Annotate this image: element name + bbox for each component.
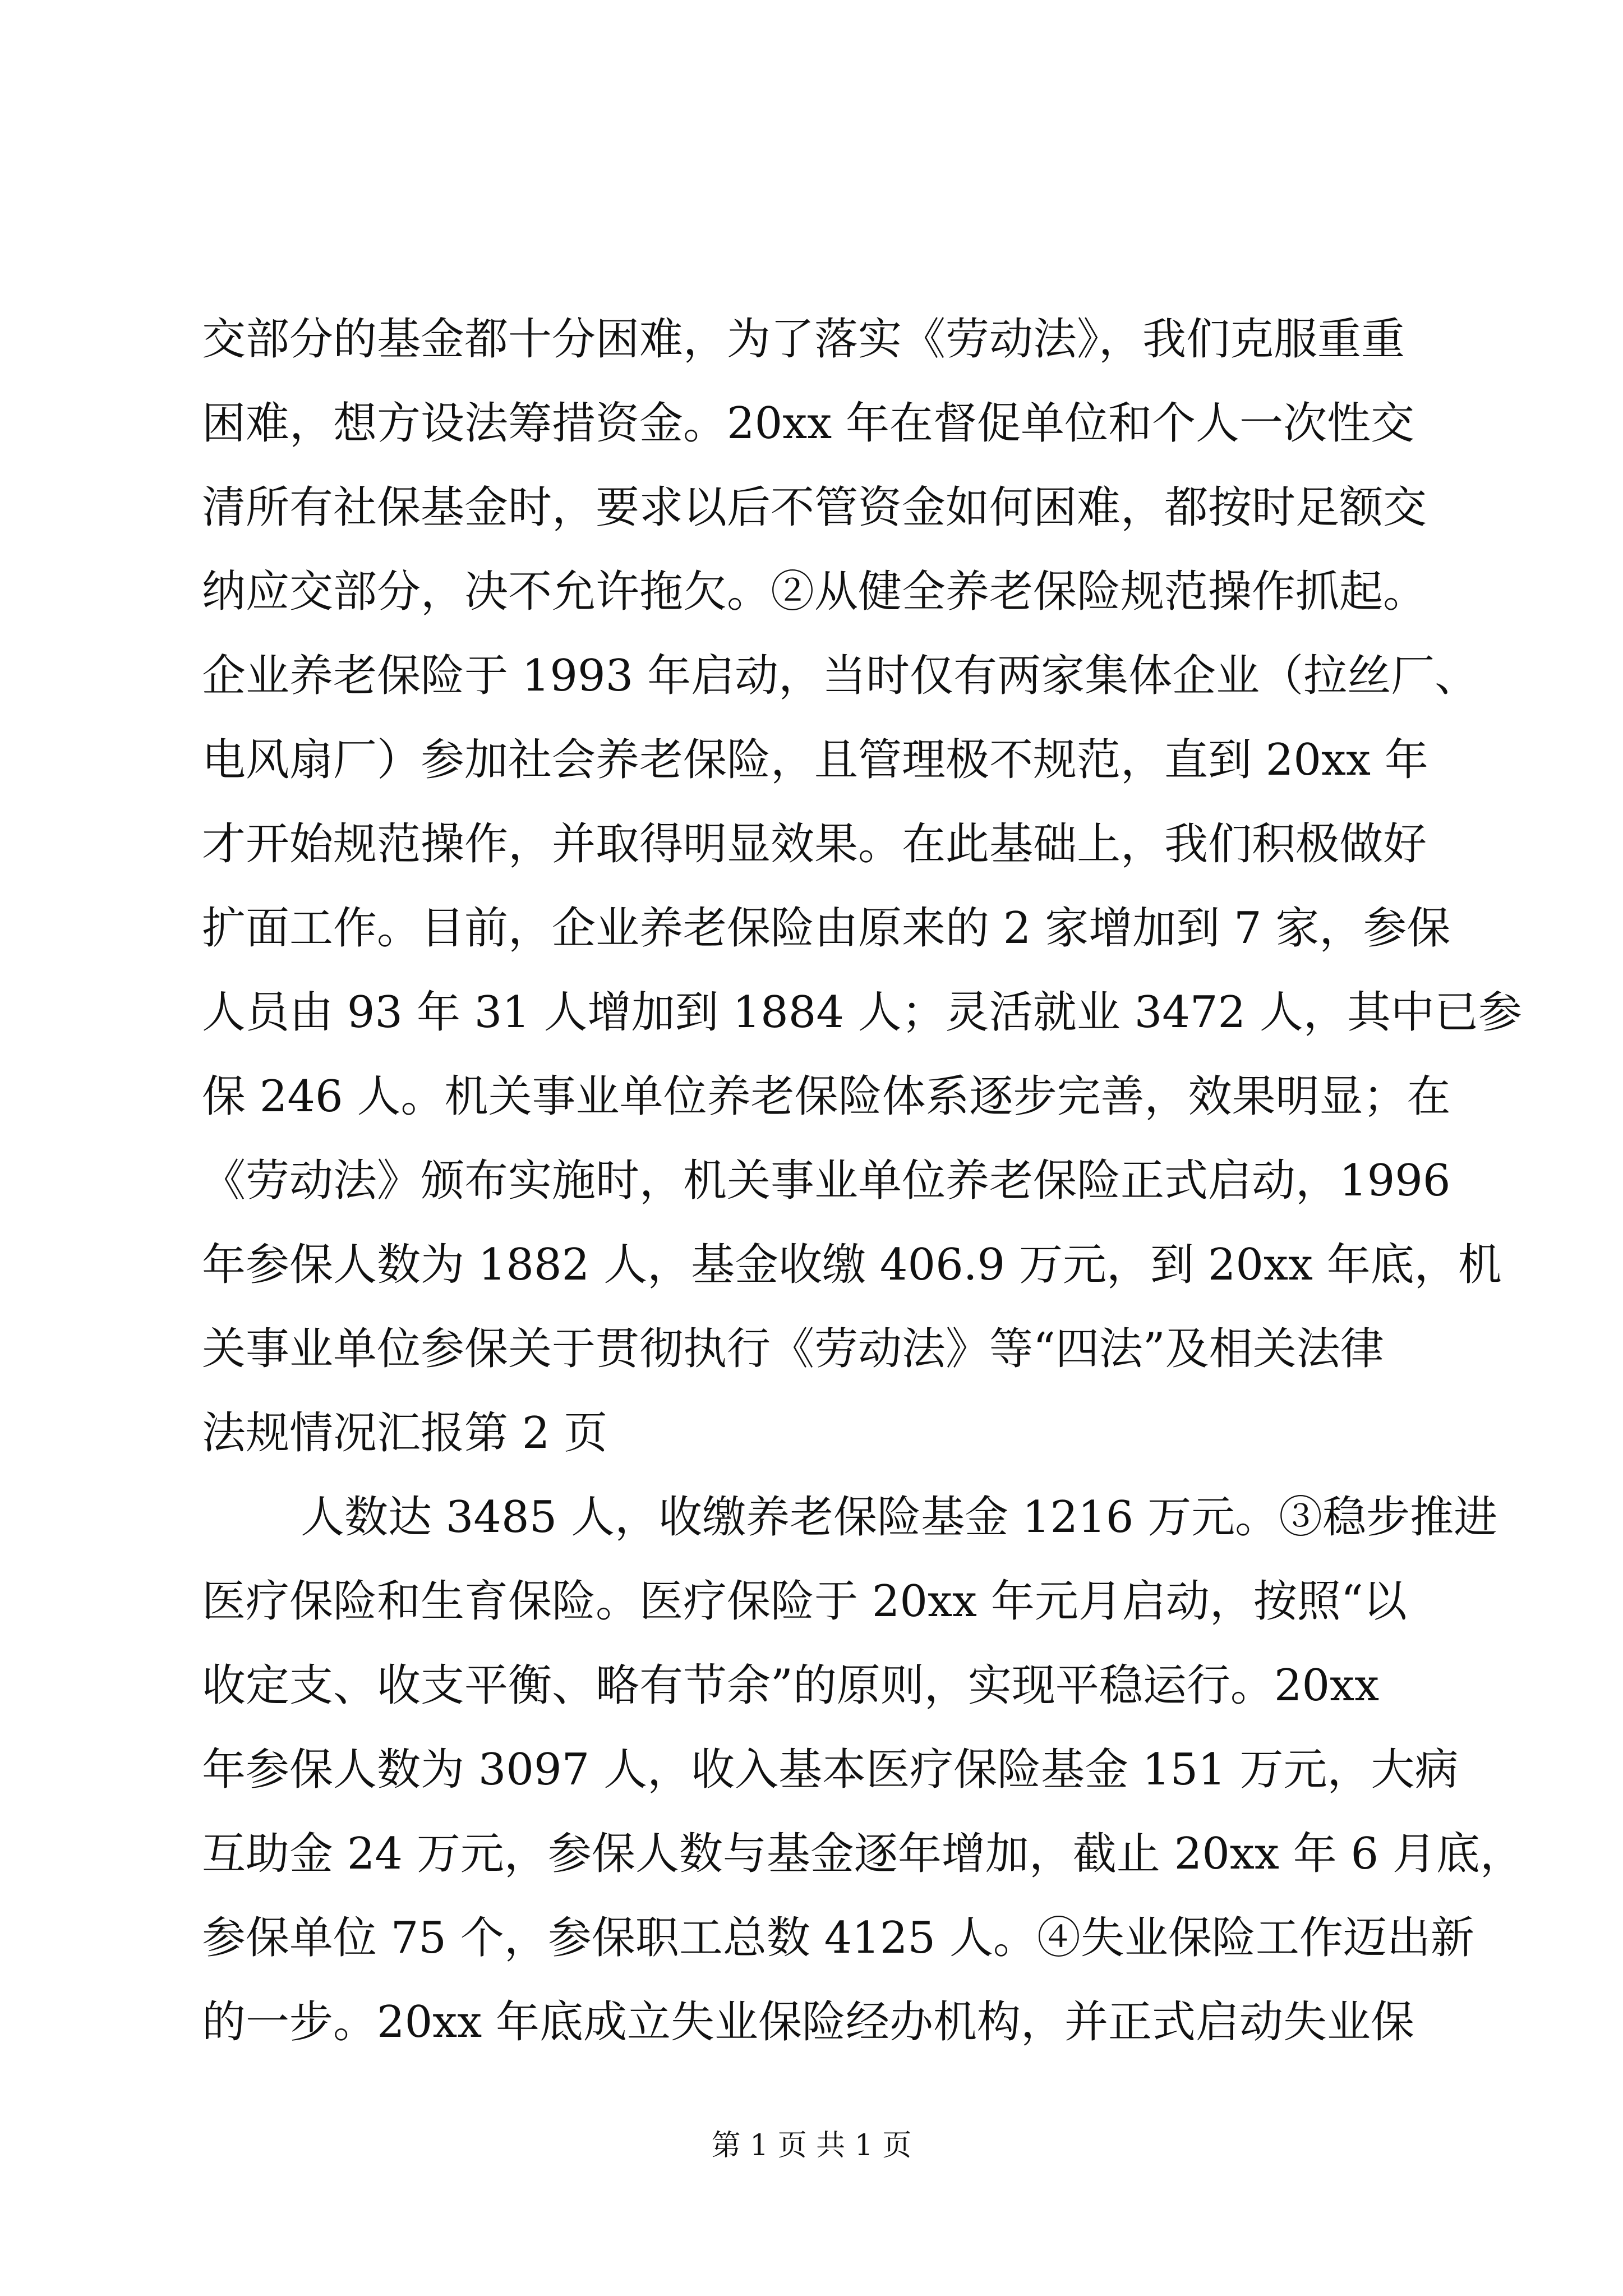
text-line: 参保单位 75 个，参保职工总数 4125 人。④失业保险工作迈出新 (202, 1913, 1474, 1963)
text-line: 关事业单位参保关于贯彻执行《劳动法》等“四法”及相关法律 (202, 1324, 1384, 1374)
text-line: 医疗保险和生育保险。医疗保险于 20xx 年元月启动，按照“以 (202, 1576, 1407, 1627)
document-body (202, 297, 1524, 2064)
text-line: 交部分的基金都十分困难，为了落实《劳动法》，我们克服重重 (202, 314, 1405, 365)
text-line: 清所有社保基金时，要求以后不管资金如何困难，都按时足额交 (202, 482, 1427, 533)
text-line: 人员由 93 年 31 人增加到 1884 人；灵活就业 3472 人，其中已参 (202, 987, 1522, 1038)
text-line: 年参保人数为 1882 人，基金收缴 406.9 万元，到 20xx 年底，机 (202, 1240, 1502, 1290)
text-line: 年参保人数为 3097 人，收入基本医疗保险基金 151 万元，大病 (202, 1745, 1459, 1795)
page-footer: 第 1 页 共 1 页 (711, 2129, 912, 2162)
text-line: 《劳动法》颁布实施时，机关事业单位养老保险正式启动，1996 (202, 1156, 1451, 1206)
text-line: 电风扇厂）参加社会养老保险，且管理极不规范，直到 20xx 年 (202, 735, 1428, 785)
text-line: 纳应交部分，决不允许拖欠。②从健全养老保险规范操作抓起。 (202, 567, 1427, 617)
text-line: 企业养老保险于 1993 年启动，当时仅有两家集体企业（拉丝厂、 (202, 651, 1479, 701)
text-line: 扩面工作。目前，企业养老保险由原来的 2 家增加到 7 家，参保 (202, 903, 1451, 954)
text-line: 保 246 人。机关事业单位养老保险体系逐步完善，效果明显；在 (202, 1071, 1451, 1122)
text-line: 才开始规范操作，并取得明显效果。在此基础上，我们积极做好 (202, 819, 1427, 869)
paragraph-start-line: 人数达 3485 人，收缴养老保险基金 1216 万元。③稳步推进 (301, 1492, 1498, 1543)
text-line: 互助金 24 万元，参保人数与基金逐年增加，截止 20xx 年 6 月底， (202, 1829, 1524, 1879)
text-line: 困难，想方设法筹措资金。20xx 年在督促单位和个人一次性交 (202, 398, 1415, 449)
text-line: 收定支、收支平衡、略有节余”的原则，实现平稳运行。20xx (202, 1660, 1380, 1711)
text-line: 的一步。20xx 年底成立失业保险经办机构，并正式启动失业保 (202, 1997, 1415, 2047)
text-line: 法规情况汇报第 2 页 (202, 1408, 608, 1458)
